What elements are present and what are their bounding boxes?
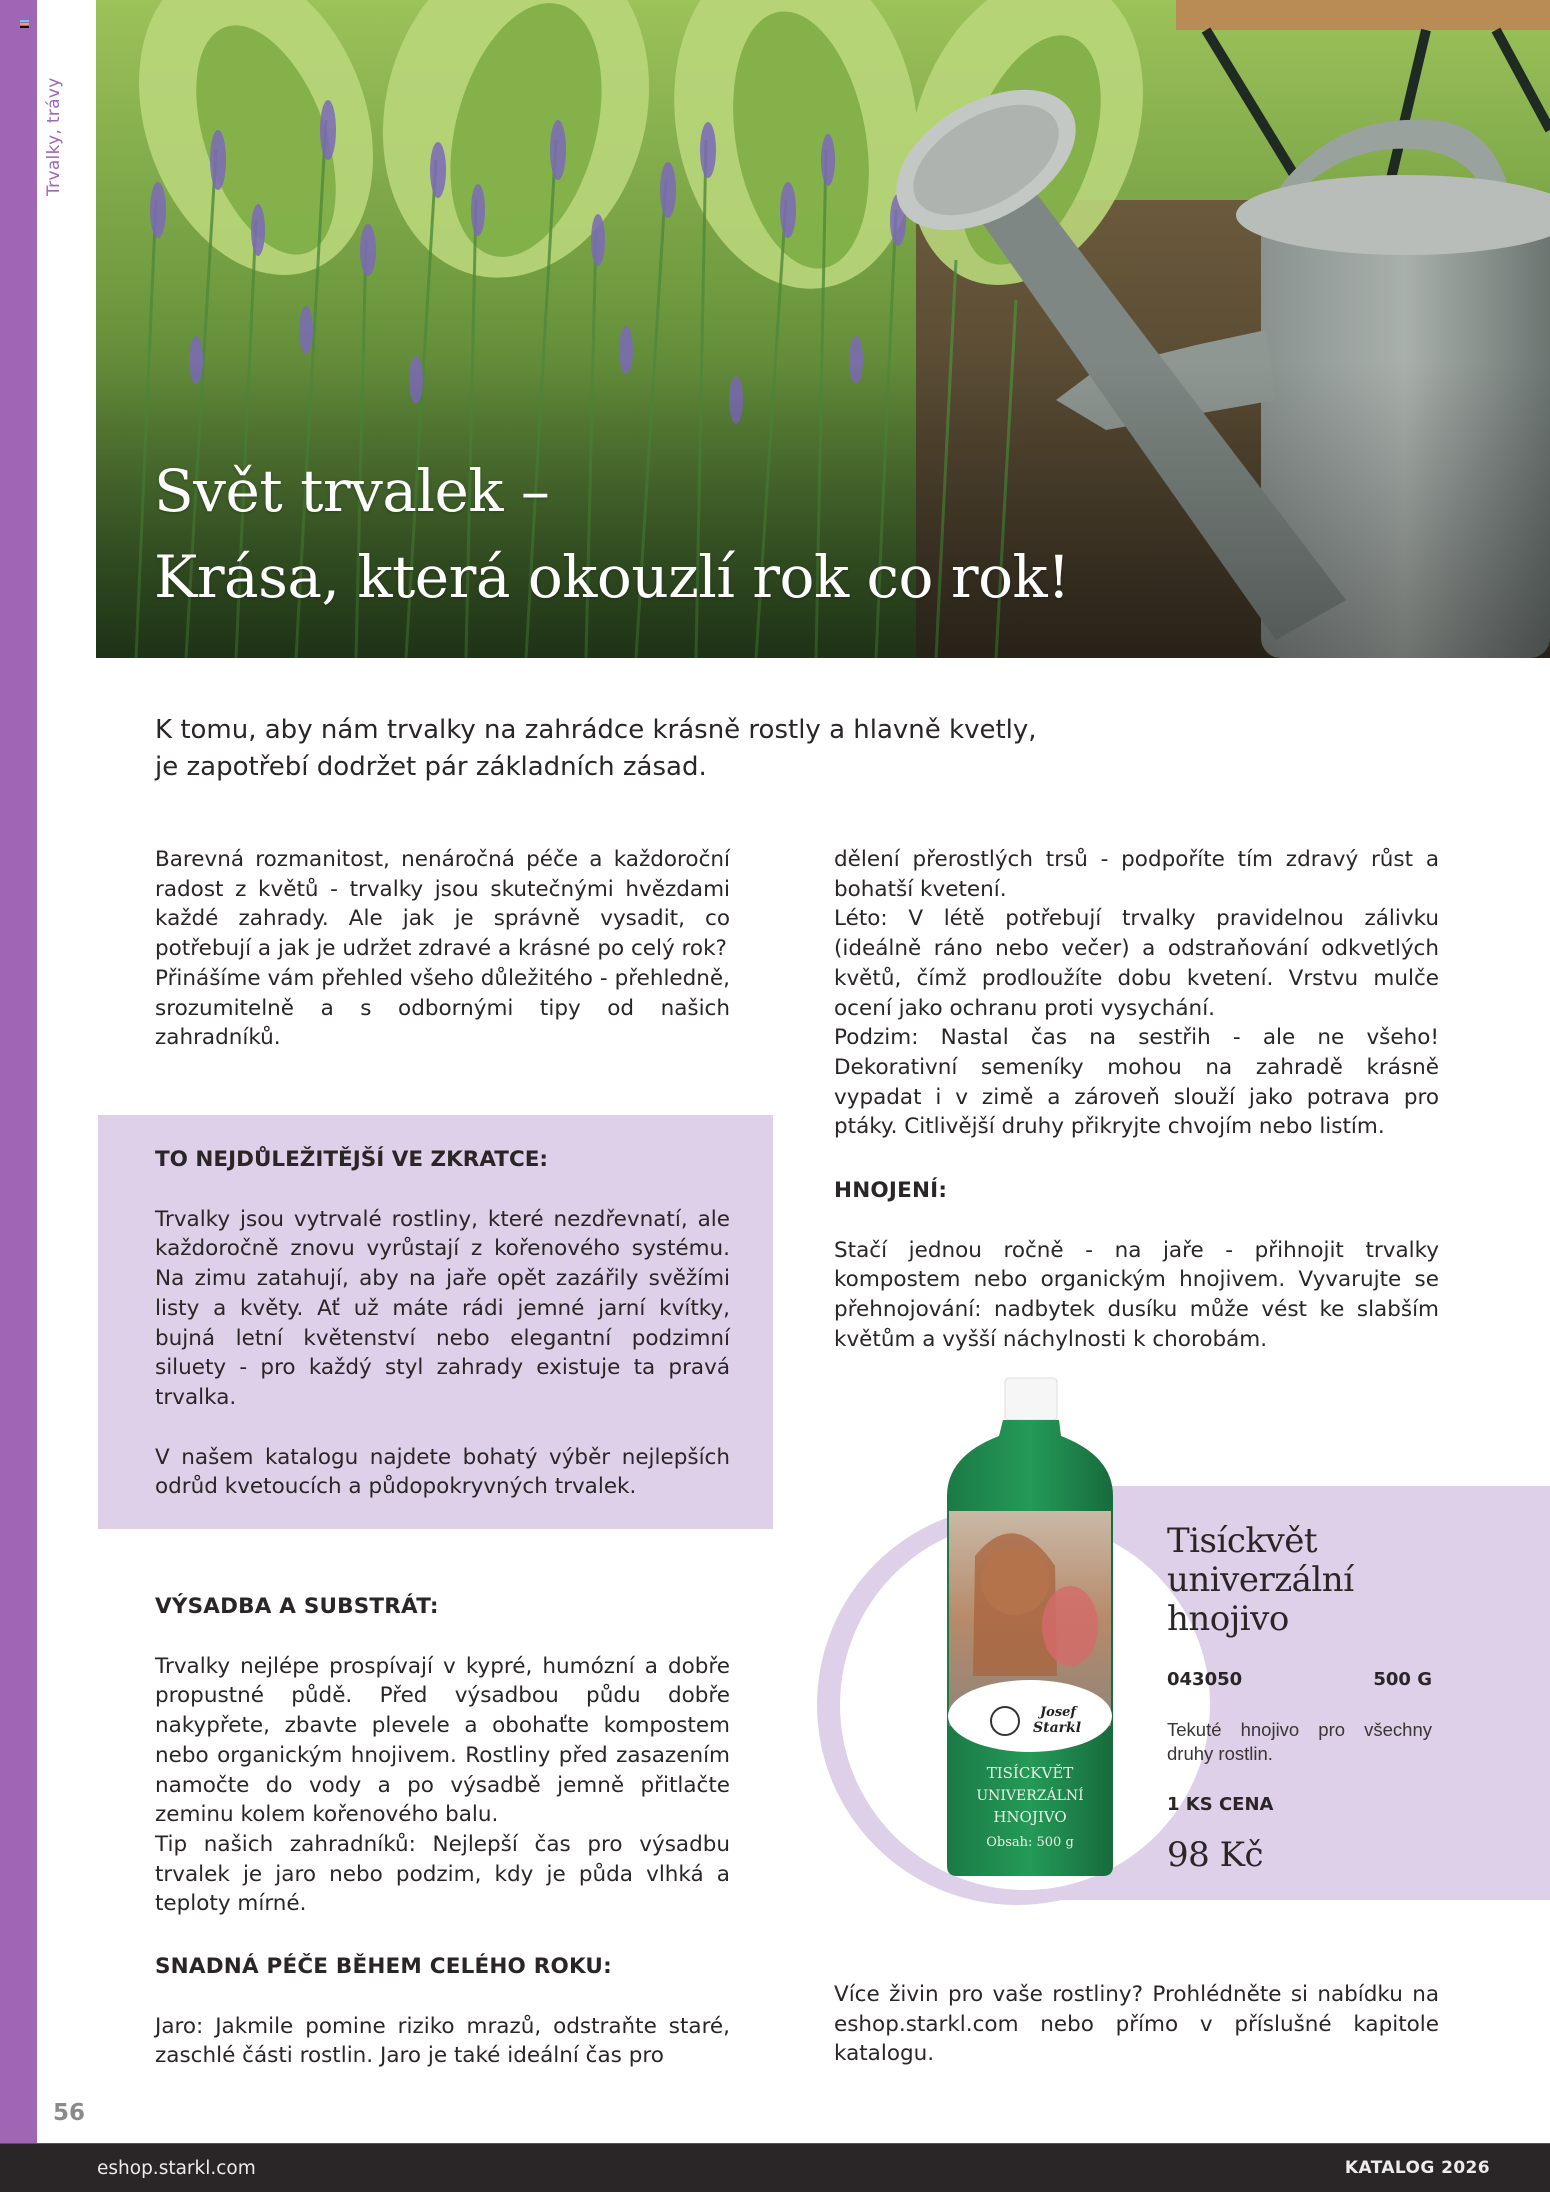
product-info (1167, 1522, 1432, 1875)
care-continued (834, 845, 1439, 1142)
fertilizing-heading: HNOJENÍ: (834, 1178, 948, 1203)
svg-text:HNOJIVO: HNOJIVO (993, 1808, 1067, 1826)
intro-line2: je zapotřebí dodržet pár základních zásad. (155, 752, 707, 782)
footer-url-link[interactable]: eshop.starkl.com (97, 2158, 256, 2179)
care-heading: SNADNÁ PÉČE BĚHEM CELÉHO ROKU: (155, 1954, 612, 1979)
hero-title-line1: Svět trvalek – (154, 457, 550, 525)
summary-p1: Trvalky jsou vytrvalé rostliny, které nezdřevnatí, ale každoročně znovu vyrůstají z kořenového systému. Na zimu zatahují, aby na jaře opět zazářily svěžími listy a květy. Ať už máte rádi jemné jarní kvítky, bujná letní květenství nebo elegantní podzimní siluety - pro každý styl zahrady existuje ta pravá trvalka. (155, 1206, 730, 1410)
opening-p2: Přinášíme vám přehled všeho důležitého - přehledně, srozumitelně a s odbornými tipy od našich zahradníků. (155, 965, 730, 1051)
product-meta (1167, 1669, 1432, 1690)
product-size: 500 G (1373, 1669, 1432, 1690)
planting-p2: Tip našich zahradníků: Nejlepší čas pro výsadbu trvalek je jaro nebo podzim, kdy je půda vlhká a teploty mírné. (155, 1831, 730, 1917)
care-cont-p2: Léto: V létě potřebují trvalky pravidelnou zálivku (ideálně ráno nebo večer) a odstraňování odkvetlých květů, čímž prodloužíte dobu kvetení. Vrstvu mulče ocení jako ochranu proti vysychání. (834, 906, 1439, 1021)
opening-p1: Barevná rozmanitost, nenáročná péče a každoroční radost z květů - trvalky jsou skutečnými hvězdami každé zahrady. Ale jak je správně vysadit, co potřebují a jak je udržet zdravé a krásné po celý rok? (155, 847, 730, 962)
footer-bar (0, 2143, 1550, 2192)
section-label: Trvalky, trávy (44, 77, 64, 196)
summary-p2: V našem katalogu najdete bohatý výběr nejlepších odrůd kvetoucích a půdopokryvných trvalek. (155, 1444, 730, 1500)
planting-heading: VÝSADBA A SUBSTRÁT: (155, 1594, 439, 1619)
print-marks-icon (20, 20, 29, 28)
footer-catalog-label: KATALOG 2026 (1344, 2158, 1490, 2178)
care-cont-p3: Podzim: Nastal čas na sestřih - ale ne všeho! Dekorativní semeníky mohou na zahradě krásně vypadat i v zimě a zároveň slouží jako potrava pro ptáky. Citlivější druhy přikryjte chvojím nebo listím. (834, 1025, 1439, 1140)
care-cont-p1: dělení přerostlých trsů - podpoříte tím zdravý růst a bohatší kvetení. (834, 847, 1439, 902)
intro-line1: K tomu, aby nám trvalky na zahrádce krásně rostly a hlavně kvetly, (155, 715, 1037, 745)
care-section (155, 1952, 730, 2071)
svg-text:UNIVERZÁLNÍ: UNIVERZÁLNÍ (976, 1788, 1084, 1804)
fertilizing-p1: Stačí jednou ročně - na jaře - přihnojit trvalky kompostem nebo organickým hnojivem. Vyvarujte se přehnojování: nadbytek dusíku může vést ke slabším květům a vyšší náchylnosti k chorobám. (834, 1237, 1439, 1352)
planting-section (155, 1592, 730, 1919)
intro-text (155, 712, 1135, 786)
product-bottle-image (945, 1376, 1115, 1878)
care-p1: Jaro: Jakmile pomine riziko mrazů, odstraňte staré, zaschlé části rostlin. Jaro je také ideální čas pro (155, 2013, 730, 2069)
closing-p: Více živin pro vaše rostliny? Prohlédněte si nabídku na eshop.starkl.com nebo přímo v příslušné kapitole katalogu. (834, 1982, 1439, 2067)
svg-text:Starkl: Starkl (1033, 1720, 1082, 1736)
closing-text (834, 1980, 1439, 2069)
product-code: 043050 (1167, 1669, 1243, 1690)
product-price-label: 1 KS CENA (1167, 1794, 1274, 1815)
fertilizing-section (834, 1176, 1439, 1355)
page-number: 56 (53, 2100, 86, 2126)
product-price: 98 Kč (1167, 1835, 1264, 1875)
svg-text:TISÍCKVĚT: TISÍCKVĚT (986, 1764, 1074, 1782)
svg-text:Josef: Josef (1040, 1705, 1077, 1720)
hero-image (96, 0, 1550, 658)
product-description: Tekuté hnojivo pro všechny druhy rostlin. (1167, 1719, 1432, 1764)
section-color-strip (0, 0, 37, 2143)
opening-paragraphs (155, 845, 730, 1053)
svg-text:Obsah: 500 g: Obsah: 500 g (986, 1835, 1074, 1850)
summary-heading: TO NEJDŮLEŽITĚJŠÍ VE ZKRATCE: (155, 1147, 549, 1172)
hero-title-line2: Krása, která okouzlí rok co rok! (154, 543, 1070, 611)
hero-title (154, 448, 1070, 620)
planting-p1: Trvalky nejlépe prospívají v kypré, humózní a dobře propustné půdě. Před výsadbou půdu dobře nakypřete, zbavte plevele a obohaťte kompostem nebo organickým hnojivem. Rostliny před zasazením namočte do vody a po výsadbě jemně přitlačte zeminu kolem kořenového balu. (155, 1653, 730, 1828)
summary-box (98, 1115, 773, 1529)
product-name: Tisíckvět univerzální hnojivo (1167, 1521, 1354, 1639)
